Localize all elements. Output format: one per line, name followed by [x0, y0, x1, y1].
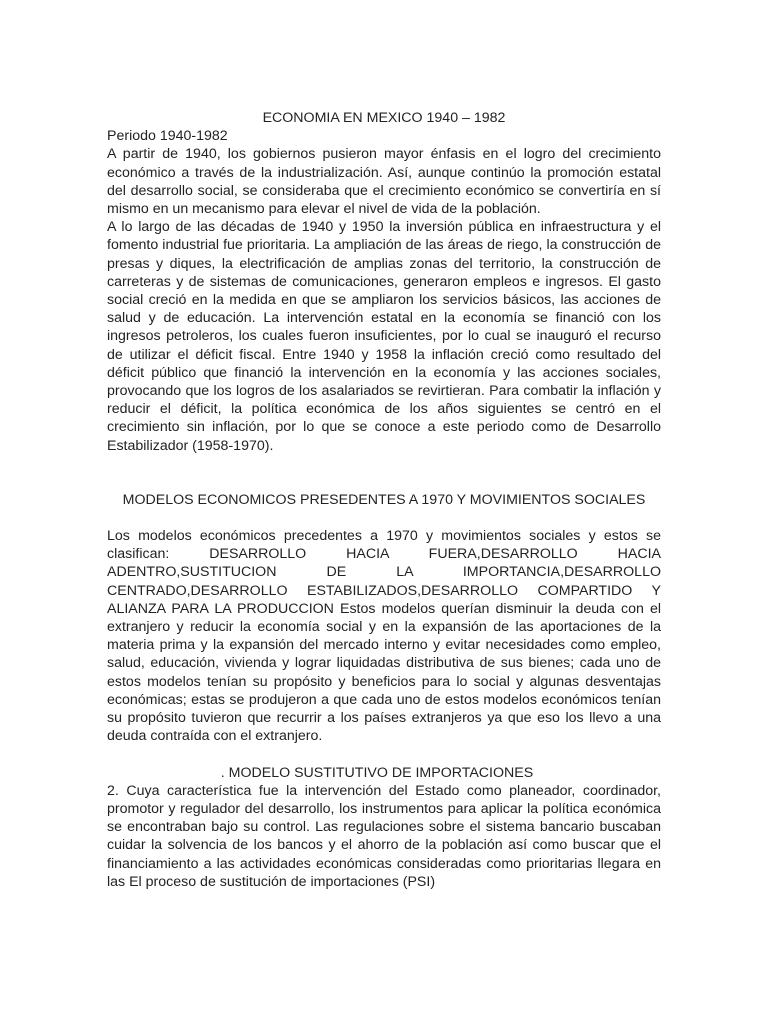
- section1-paragraph-1: A partir de 1940, los gobiernos pusieron mayor énfasis en el logro del crecimiento económico a través de la industrialización. Así, aunque continúo la promoción estatal del desarrollo social, se consideraba que el crecimiento económico se convertiría en sí mismo en un mecanismo para elevar el nivel de vida de la población.: [107, 146, 661, 218]
- period-heading: Periodo 1940-1982: [107, 128, 228, 145]
- section1-paragraph-2: A lo largo de las décadas de 1940 y 1950 la inversión pública en infraestructura y el fomento industrial fue prioritaria. La ampliación de las áreas de riego, la construcción de presas y diques, la electrificación de amplias zonas del territorio, la construcción de carreteras y de sistemas de comunicaciones, generaron empleos e ingresos. El gasto social creció en la medida en que se ampliaron los servicios básicos, las acciones de salud y de educación. La intervención estatal en la economía se financió con los ingresos petroleros, los cuales fueron insuficientes, por lo cual se inauguró el recurso de utilizar el déficit fiscal. Entre 1940 y 1958 la inflación creció como resultado del déficit público que financió la intervención en la economía y las acciones sociales, provocando que los logros de los asalariados se revirtieran. Para combatir la inflación y reducir el déficit, la política económica de los años siguientes se centró en el crecimiento sin inflación, por lo que se conoce a este periodo como de Desarrollo Estabilizador (1958-1970).: [107, 219, 661, 454]
- section2-title: MODELOS ECONOMICOS PRESEDENTES A 1970 Y MOVIMIENTOS SOCIALES: [122, 491, 646, 508]
- section3-title: . MODELO SUSTITUTIVO DE IMPORTACIONES: [220, 764, 534, 781]
- section3-paragraph: 2. Cuya característica fue la intervención del Estado como planeador, coordinador, promotor y regulador del desarrollo, los instrumentos para aplicar la política económica se encontraban bajo su control. Las regulaciones sobre el sistema bancario buscaban cuidar la solvencia de los bancos y el ahorro de la población así como buscar que el financiamiento a las actividades económicas consideradas como prioritarias llegara en las El proceso de sustitución de importaciones (PSI): [107, 782, 661, 890]
- document-title: ECONOMIA EN MEXICO 1940 – 1982: [262, 110, 506, 126]
- document-body: [107, 109, 661, 891]
- section2-paragraph: Los modelos económicos precedentes a 1970 y movimientos sociales y estos se clasifican: DESARROLLO HACIA FUERA,DESARROLLO HACIA ADENTRO,SUSTITUCION DE LA IMPORTANCIA,DESARROLLO CENTRADO,DESARROLLO ESTABILIZADOS,DESARROLLO COMPARTIDO Y ALIANZA PARA LA PRODUCCION Estos modelos querían disminuir la deuda con el extranjero y reducir la economía social y en la expansión de las aportaciones de la materia prima y la expansión del mercado interno y evitar necesidades como empleo, salud, educación, vivienda y lograr liquidadas distributiva de sus bienes; cada uno de estos modelos tenían su propósito y beneficios para lo social y algunas desventajas económicas; estas se produjeron a que cada uno de estos modelos económicos tenían su propósito tuvieron que recurrir a los países extranjeros ya que eso los llevo a una deuda contraída con el extranjero.: [107, 528, 661, 745]
